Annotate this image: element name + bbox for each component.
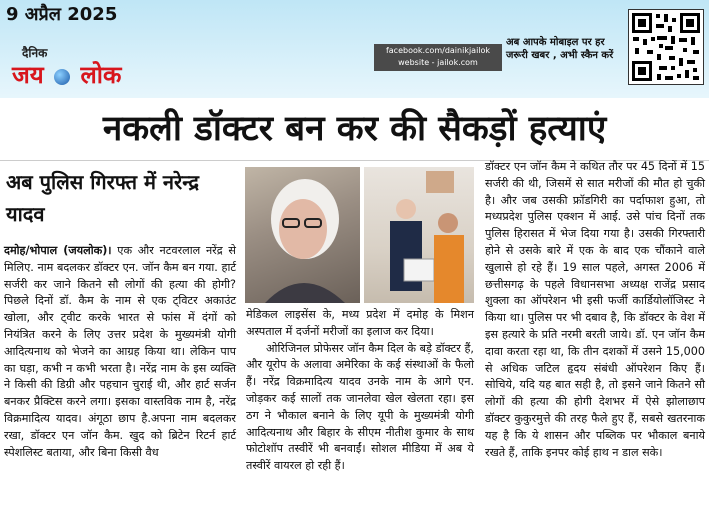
article-column-3 (485, 159, 705, 461)
column-3-paragraph: डॉक्टर एन जॉन कैम ने कथित तौर पर 45 दिनों में 15 सर्जरी की थी, जिसमें से सात मरीजों की मौत हो चुकी है। और जब उसकी फ्रॉडगिरी का पर्दाफाश हुआ, तो मध्यप्रदेश पुलिस एक्शन में आई. उसे पांच दिनों तक पुलिस हिरासत में भेज दिया गया है। उसकी गिरफ्तारी होने से उसके बारे में एक के बाद एक चौंकाने वाले खुलासे हो रहे हैं। 19 साल पहले, अगस्त 2006 में छत्तीसगढ़ के पहले विधानसभा अध्यक्ष राजेंद्र प्रसाद शुक्ला का ऑपरेशन भी इसी फर्जी कार्डियोलॉजिस्ट ने किया था। पुलिस पर भी दबाव है, कि डॉक्टर के वेश में इस हत्यारे के प्रति नरमी बरती जाये। डॉ. एन जॉन कैम दावा करता रहा था, कि तीन दशकों में उसने 15,000 से अधिक जटिल हृदय संबंधी ऑपरेशन किए हैं। सोचिये, यदि यह बात सही है, तो इसने जाने कितने सौ लोगों की हत्या की होगी देशभर में ऐसे झोलाछाप डॉक्टर कुकुरमुत्ते की तरह फैले हुए हैं, सबसे खतरनाक यह है कि ये शासन और पब्लिक पर भौकाल बनाये रखते हैं, ताकि इनपर कोई हाथ न डाल सके। (485, 160, 705, 459)
event-graphic (364, 167, 474, 303)
social-box (374, 44, 502, 71)
doctor-portrait-photo (245, 167, 360, 303)
subheadline: अब पुलिस गिरफ्त में नरेन्द्र यादव (6, 170, 200, 226)
brand-logo-left: जय (12, 60, 44, 89)
headline-bar (0, 98, 709, 160)
issue-date: 9 अप्रैल 2025 (6, 4, 118, 25)
column-1-paragraph (4, 243, 236, 461)
masthead (0, 0, 709, 98)
qr-code-icon[interactable] (628, 9, 704, 85)
dateline: दमोह/भोपाल (जयलोक)। (4, 244, 112, 257)
website-link[interactable]: website - jailok.com (398, 58, 478, 67)
globe-icon (54, 69, 70, 85)
scan-promo (506, 36, 618, 62)
brand-logo (12, 58, 121, 91)
facebook-link[interactable]: facebook.com/dainikjailok (385, 46, 491, 55)
promo-line-2: जरूरी खबर , अभी स्कैन करें (506, 50, 614, 61)
column-2-paragraph-2: ओरिजिनल प्रोफेसर जॉन कैम दिल के बड़े डॉक्टर हैं, और यूरोप के अलावा अमेरिका के कई संस्थाओं के फैलो हैं। नरेंद्र विक्रमादित्य यादव उनके नाम के आगे एन. जोड़कर कई सालों तक जानलेवा खेल खेलता रहा। इस ठग ने भौकाल बनाने के लिए यूपी के मुख्यमंत्री योगी आदित्यनाथ और बिहार के सीएम नीतीश कुमार के साथ फोटोशॉप तस्वीरें भी बनवाईं। सोशल मीडिया में अब ये तस्वीरें वायरल हो रही हैं। (246, 341, 474, 473)
brand-logo-right: लोक (80, 60, 122, 89)
promo-line-1: अब आपके मोबाइल पर हर (506, 37, 605, 48)
event-photo (364, 167, 474, 303)
brand-prefix: दैनिक (22, 46, 48, 60)
article-column-2 (246, 307, 474, 475)
qr-code-graphic (629, 10, 703, 84)
portrait-graphic (245, 167, 360, 303)
headline: नकली डॉक्टर बन कर की सैकड़ों हत्याएं (102, 109, 607, 149)
column-1-text: एक और नटवरलाल नरेंद्र से मिलिए. नाम बदलकर डॉक्टर एन. जॉन कैम बन गया. हार्ट सर्जरी कर जाने कितने सौ लोगों की हत्या की होगी? पिछले दिनों डॉ. कैम के नाम से एक ट्विटर अकाउंट खोला, और ट्वीट करके भारत से फांस में दंगों को नियंत्रित करने के लिए उत्तर प्रदेश के मुख्यमंत्री योगी आदित्यनाथ को भेजने का आग्रह किया था। लेकिन पाप का घड़ा, कभी न कभी भरता है। नरेंद्र नाम के इस व्यक्ति ने किसी की डिग्री और पहचान चुराई थी, और हार्ट सर्जन बनकर प्रैक्टिस करने लगा। इसका वास्तविक नाम है, नरेंद्र विक्रमादित्य यादव। अंगूठा छाप है.अपना नाम बदलकर रखा, डॉक्टर एन जॉन कैम. खुद को ब्रिटेन रिटर्न हार्ट स्पेशलिस्ट बताया, और बिना किसी वैध (4, 244, 236, 459)
article-column-1 (4, 243, 236, 461)
column-2-paragraph-1: मेडिकल लाइसेंस के, मध्य प्रदेश में दमोह के मिशन अस्पताल में दर्जनों मरीजों का इलाज कर दिया। (246, 308, 474, 338)
